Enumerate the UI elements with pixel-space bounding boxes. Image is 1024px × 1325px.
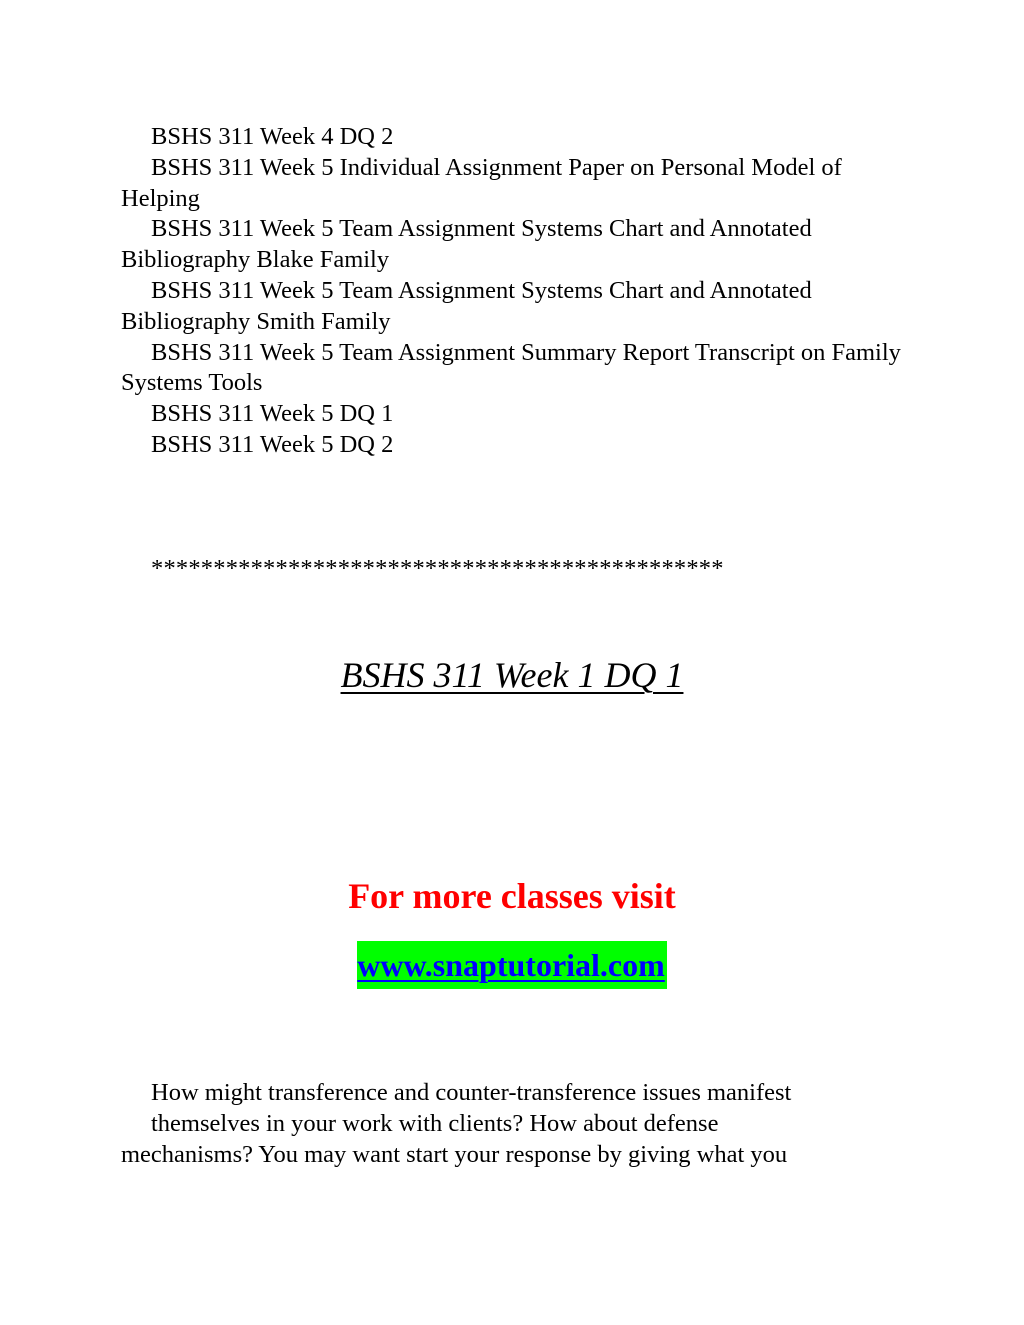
question-body — [121, 1078, 911, 1170]
list-item: BSHS 311 Week 5 DQ 2 — [151, 430, 394, 458]
section-heading-text: BSHS 311 Week 1 DQ 1 — [340, 655, 684, 695]
list-item: BSHS 311 Week 5 DQ 1 — [151, 400, 394, 428]
assignment-list — [121, 122, 911, 461]
body-line: How might transference and counter-transference issues manifest — [151, 1079, 792, 1106]
list-item: BSHS 311 Week 5 Team Assignment Systems Chart and Annotated Bibliography Blake Family — [121, 215, 812, 274]
list-item: BSHS 311 Week 5 Individual Assignment Paper on Personal Model of Helping — [121, 153, 842, 212]
separator-line: ********************************************** — [151, 555, 724, 582]
list-item: BSHS 311 Week 5 Team Assignment Systems Chart and Annotated Bibliography Smith Family — [121, 276, 812, 335]
list-item: BSHS 311 Week 5 Team Assignment Summary Report Transcript on Family Systems Tools — [121, 338, 901, 397]
promo-link-container — [0, 941, 1024, 989]
section-heading — [0, 651, 1024, 699]
body-line: themselves in your work with clients? How about defense — [151, 1109, 719, 1137]
snaptutorial-link[interactable]: www.snaptutorial.com — [357, 941, 667, 989]
list-item: BSHS 311 Week 4 DQ 2 — [151, 123, 394, 150]
body-line: mechanisms? You may want start your response by giving what you — [121, 1140, 788, 1168]
promo-text: For more classes visit — [348, 876, 676, 916]
